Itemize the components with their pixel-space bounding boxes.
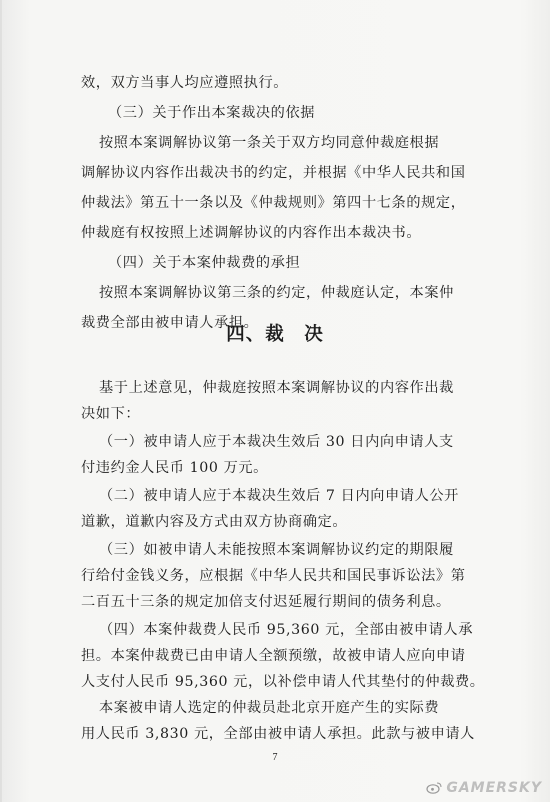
text-line-23: 用人民币 3,830 元，全部由被申请人承担。此款与被申请人 <box>81 726 475 742</box>
watermark <box>426 780 542 796</box>
text-line-6: 仲裁庭有权按照上述调解协议的内容作出本裁决书。 <box>81 225 422 241</box>
text-line-8: 按照本案调解协议第三条的约定，仲裁庭认定，本案仲 <box>99 285 454 301</box>
text-line-12: （一）被申请人应于本裁决生效后 30 日内向申请人支 <box>99 434 454 450</box>
text-line-4: 调解协议内容作出裁决书的约定，并根据《中华人民共和国 <box>81 165 466 181</box>
text-line-17: 行给付金钱义务，应根据《中华人民共和国民事诉讼法》第 <box>81 568 466 584</box>
text-line-18: 二百五十三条的规定加倍支付迟延履行期间的债务利息。 <box>81 594 451 610</box>
section-heading-3: （三）关于作出本案裁决的依据 <box>108 105 316 121</box>
weibo-icon <box>426 782 442 794</box>
text-line-11: 决如下： <box>81 406 141 422</box>
text-line-22: 本案被申请人选定的仲裁员赴北京开庭产生的实际费 <box>99 700 440 716</box>
watermark-text: GAMERSKY <box>446 780 542 796</box>
text-line-5: 仲裁法》第五十一条以及《仲裁规则》第四十七条的规定， <box>81 195 466 211</box>
text-line-9: 裁费全部由被申请人承担。 <box>81 315 259 331</box>
section-title: 四、裁 决 <box>226 324 324 345</box>
text-line-13: 付违约金人民币 100 万元。 <box>81 460 268 476</box>
text-line-16: （三）如被申请人未能按照本案调解协议约定的期限履 <box>99 542 454 558</box>
section-heading-4: （四）关于本案仲裁费的承担 <box>108 255 301 271</box>
scan-edge <box>0 0 2 802</box>
text-line-21: 人支付人民币 95,360 元，以补偿申请人代其垫付的仲裁费。 <box>81 674 485 690</box>
text-line-3: 按照本案调解协议第一条关于双方均同意仲裁庭根据 <box>99 135 440 151</box>
text-line-20: 担。本案仲裁费已由申请人全额预缴，故被申请人应向申请 <box>81 648 466 664</box>
text-line-14: （二）被申请人应于本裁决生效后 7 日内向申请人公开 <box>99 488 459 504</box>
text-line-15: 道歉，道歉内容及方式由双方协商确定。 <box>81 514 348 530</box>
text-line-10: 基于上述意见，仲裁庭按照本案调解协议的内容作出裁 <box>99 380 454 396</box>
page-number: 7 <box>272 752 278 763</box>
text-line-1: 效，双方当事人均应遵照执行。 <box>81 75 289 91</box>
text-line-19: （四）本案仲裁费人民币 95,360 元，全部由被申请人承 <box>99 622 474 638</box>
